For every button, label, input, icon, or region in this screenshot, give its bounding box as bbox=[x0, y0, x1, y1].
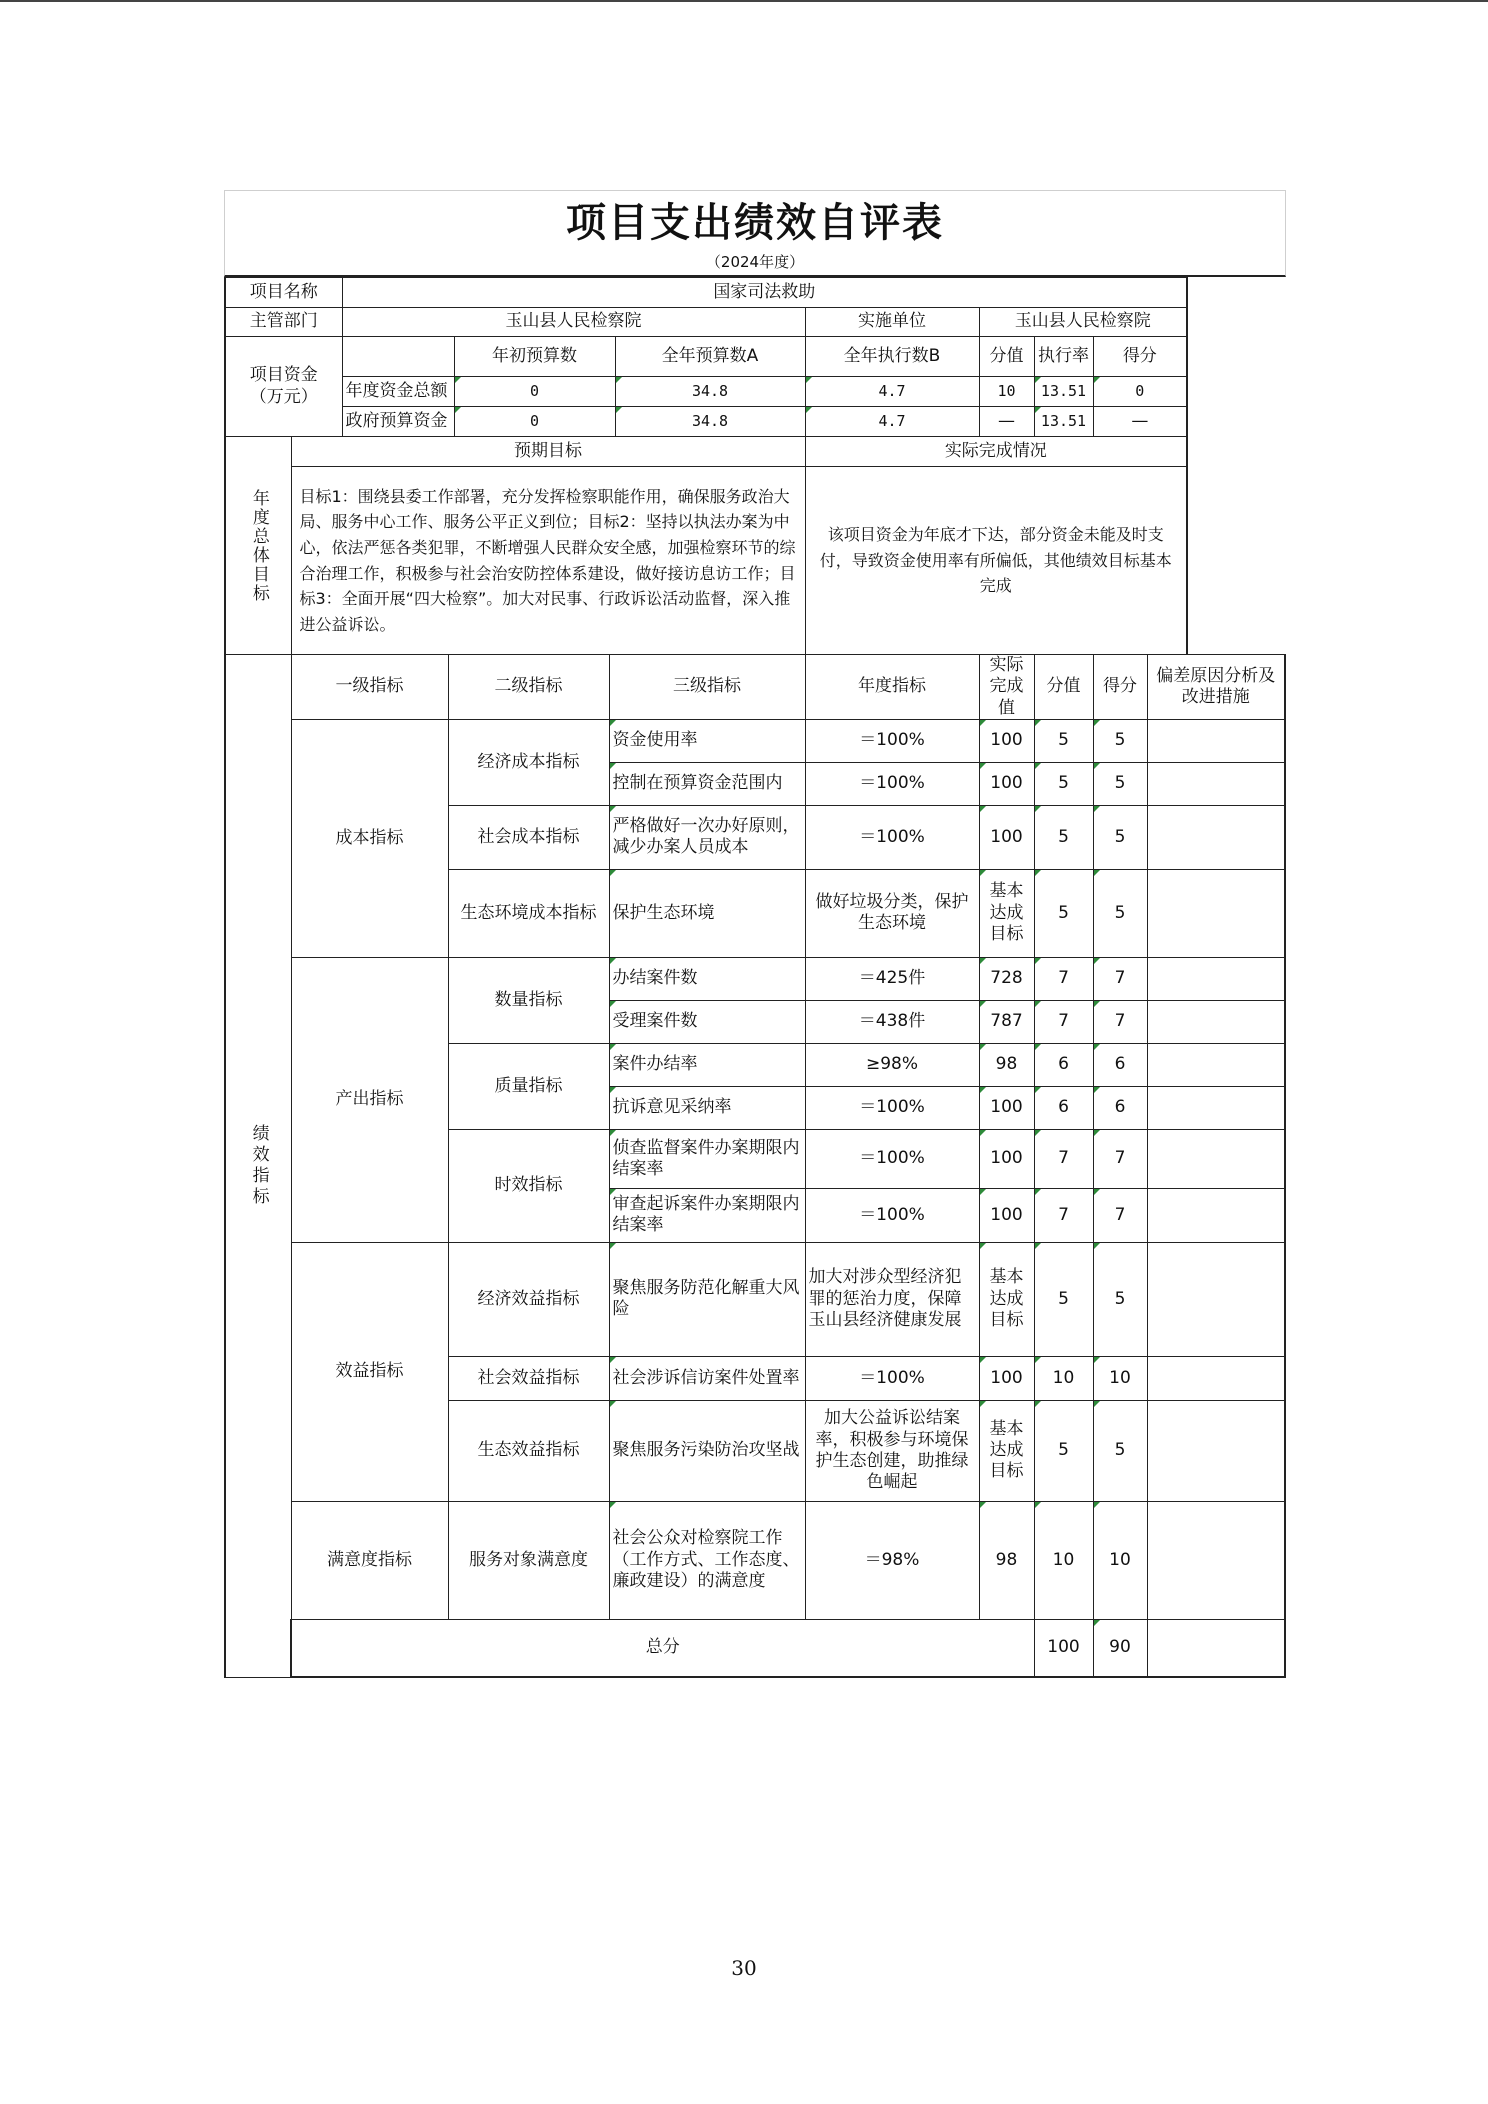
ind-score: 7 bbox=[1093, 1129, 1147, 1188]
funds-header-annual: 全年预算数A bbox=[615, 337, 805, 377]
ind-level3: 聚焦服务防范化解重大风险 bbox=[609, 1242, 805, 1356]
ind-actual: 100 bbox=[979, 1129, 1034, 1188]
ind-target: ≥98% bbox=[805, 1043, 979, 1086]
goals-expected-header: 预期目标 bbox=[291, 437, 805, 467]
ind-header-level3: 三级指标 bbox=[609, 655, 805, 720]
ind-actual: 98 bbox=[979, 1501, 1034, 1619]
ind-score: 6 bbox=[1093, 1043, 1147, 1086]
ind-note bbox=[1147, 1188, 1285, 1242]
funds-header-blank bbox=[342, 337, 454, 377]
ind-actual: 100 bbox=[979, 1188, 1034, 1242]
goals-actual-header: 实际完成情况 bbox=[805, 437, 1187, 467]
total-row bbox=[225, 1619, 1285, 1677]
evaluation-table bbox=[224, 277, 1286, 1678]
goals-section-label-text: 年度总体目标 bbox=[248, 488, 269, 603]
ind-note bbox=[1147, 869, 1285, 957]
ind-note bbox=[1147, 762, 1285, 805]
sub-service: 服务对象满意度 bbox=[448, 1501, 609, 1619]
ind-score: 5 bbox=[1093, 719, 1147, 762]
ind-value: 7 bbox=[1034, 1188, 1093, 1242]
ind-value: 5 bbox=[1034, 805, 1093, 869]
funds-header-score: 得分 bbox=[1093, 337, 1187, 377]
ind-actual: 100 bbox=[979, 1086, 1034, 1129]
ind-target: ＝100% bbox=[805, 1129, 979, 1188]
funds-total-row bbox=[225, 377, 1285, 407]
funds-gov-exec-rate: 13.51 bbox=[1034, 407, 1093, 437]
indicators-section-label bbox=[225, 655, 291, 1678]
ind-actual: 基本达成目标 bbox=[979, 1242, 1034, 1356]
ind-actual: 100 bbox=[979, 1356, 1034, 1400]
sub-eco-cost: 生态环境成本指标 bbox=[448, 869, 609, 957]
ind-value: 7 bbox=[1034, 957, 1093, 1000]
funds-label-line1: 项目资金 bbox=[249, 365, 318, 386]
ind-level3: 严格做好一次办好原则，减少办案人员成本 bbox=[609, 805, 805, 869]
ind-score: 5 bbox=[1093, 805, 1147, 869]
ind-target: ＝100% bbox=[805, 1086, 979, 1129]
funds-label bbox=[225, 337, 342, 437]
form-title: 项目支出绩效自评表 bbox=[224, 190, 1286, 247]
table-row bbox=[225, 1501, 1285, 1619]
ind-score: 6 bbox=[1093, 1086, 1147, 1129]
ind-target: ＝438件 bbox=[805, 1000, 979, 1043]
sub-quantity: 数量指标 bbox=[448, 957, 609, 1043]
ind-note bbox=[1147, 1400, 1285, 1501]
ind-value: 6 bbox=[1034, 1043, 1093, 1086]
ind-actual: 100 bbox=[979, 762, 1034, 805]
ind-header-score-value: 分值 bbox=[1034, 655, 1093, 720]
ind-note bbox=[1147, 1242, 1285, 1356]
ind-note bbox=[1147, 1129, 1285, 1188]
ind-target: 加大公益诉讼结案率，积极参与环境保护生态创建，助推绿色崛起 bbox=[805, 1400, 979, 1501]
project-name-value: 国家司法救助 bbox=[342, 278, 1187, 308]
ind-header-deviation: 偏差原因分析及改进措施 bbox=[1147, 655, 1285, 720]
funds-header-exec-rate: 执行率 bbox=[1034, 337, 1093, 377]
funds-header-row bbox=[225, 337, 1285, 377]
ind-target: ＝100% bbox=[805, 1356, 979, 1400]
ind-target: ＝100% bbox=[805, 719, 979, 762]
ind-level3: 审查起诉案件办案期限内结案率 bbox=[609, 1188, 805, 1242]
funds-gov-initial: 0 bbox=[454, 407, 615, 437]
funds-total-annual: 34.8 bbox=[615, 377, 805, 407]
ind-note bbox=[1147, 1356, 1285, 1400]
ind-value: 5 bbox=[1034, 719, 1093, 762]
sub-quality: 质量指标 bbox=[448, 1043, 609, 1129]
goals-actual-text: 该项目资金为年底才下达，部分资金未能及时支付，导致资金使用率有所偏低，其他绩效目标基本完成 bbox=[805, 467, 1187, 655]
ind-value: 5 bbox=[1034, 1242, 1093, 1356]
ind-header-target: 年度指标 bbox=[805, 655, 979, 720]
total-value: 100 bbox=[1034, 1619, 1093, 1677]
funds-gov-score-value: — bbox=[979, 407, 1034, 437]
ind-level3: 侦查监督案件办案期限内结案率 bbox=[609, 1129, 805, 1188]
sub-eco-benefit: 生态效益指标 bbox=[448, 1400, 609, 1501]
ind-score: 5 bbox=[1093, 1242, 1147, 1356]
funds-total-score-value: 10 bbox=[979, 377, 1034, 407]
ind-level3: 控制在预算资金范围内 bbox=[609, 762, 805, 805]
funds-gov-executed: 4.7 bbox=[805, 407, 979, 437]
ind-level3: 办结案件数 bbox=[609, 957, 805, 1000]
ind-value: 10 bbox=[1034, 1501, 1093, 1619]
project-name-label: 项目名称 bbox=[225, 278, 342, 308]
ind-actual: 100 bbox=[979, 805, 1034, 869]
ind-note bbox=[1147, 719, 1285, 762]
funds-total-initial: 0 bbox=[454, 377, 615, 407]
ind-actual: 98 bbox=[979, 1043, 1034, 1086]
ind-level3: 社会公众对检察院工作（工作方式、工作态度、廉政建设）的满意度 bbox=[609, 1501, 805, 1619]
ind-target: 做好垃圾分类，保护生态环境 bbox=[805, 869, 979, 957]
ind-level3: 受理案件数 bbox=[609, 1000, 805, 1043]
dept-label: 主管部门 bbox=[225, 308, 342, 337]
funds-gov-score: — bbox=[1093, 407, 1187, 437]
ind-value: 7 bbox=[1034, 1129, 1093, 1188]
funds-header-executed: 全年执行数B bbox=[805, 337, 979, 377]
ind-score: 7 bbox=[1093, 1188, 1147, 1242]
ind-actual: 728 bbox=[979, 957, 1034, 1000]
ind-note bbox=[1147, 1043, 1285, 1086]
ind-level3: 抗诉意见采纳率 bbox=[609, 1086, 805, 1129]
ind-value: 5 bbox=[1034, 869, 1093, 957]
ind-target: ＝100% bbox=[805, 1188, 979, 1242]
ind-score: 10 bbox=[1093, 1356, 1147, 1400]
ind-value: 5 bbox=[1034, 762, 1093, 805]
ind-target: 加大对涉众型经济犯罪的惩治力度，保障玉山县经济健康发展 bbox=[805, 1242, 979, 1356]
ind-level3: 资金使用率 bbox=[609, 719, 805, 762]
table-row bbox=[225, 719, 1285, 762]
ind-note bbox=[1147, 805, 1285, 869]
funds-header-initial: 年初预算数 bbox=[454, 337, 615, 377]
ind-header-level2: 二级指标 bbox=[448, 655, 609, 720]
ind-score: 5 bbox=[1093, 762, 1147, 805]
ind-score: 7 bbox=[1093, 1000, 1147, 1043]
funds-gov-label: 政府预算资金 bbox=[342, 407, 454, 437]
ind-actual: 787 bbox=[979, 1000, 1034, 1043]
ind-target: ＝425件 bbox=[805, 957, 979, 1000]
ind-note bbox=[1147, 1501, 1285, 1619]
ind-level3: 案件办结率 bbox=[609, 1043, 805, 1086]
group-cost: 成本指标 bbox=[291, 719, 448, 957]
ind-note bbox=[1147, 957, 1285, 1000]
ind-score: 10 bbox=[1093, 1501, 1147, 1619]
group-output: 产出指标 bbox=[291, 957, 448, 1242]
funds-total-label: 年度资金总额 bbox=[342, 377, 454, 407]
ind-value: 10 bbox=[1034, 1356, 1093, 1400]
ind-value: 6 bbox=[1034, 1086, 1093, 1129]
group-satisfaction: 满意度指标 bbox=[291, 1501, 448, 1619]
funds-total-score: 0 bbox=[1093, 377, 1187, 407]
total-label: 总分 bbox=[291, 1619, 1034, 1677]
ind-level3: 社会涉诉信访案件处置率 bbox=[609, 1356, 805, 1400]
goals-section-label bbox=[225, 437, 291, 655]
ind-level3: 保护生态环境 bbox=[609, 869, 805, 957]
goals-content-row bbox=[225, 467, 1285, 655]
ind-score: 5 bbox=[1093, 869, 1147, 957]
ind-actual: 100 bbox=[979, 719, 1034, 762]
ind-actual: 基本达成目标 bbox=[979, 1400, 1034, 1501]
department-row bbox=[225, 308, 1285, 337]
ind-target: ＝100% bbox=[805, 805, 979, 869]
funds-total-exec-rate: 13.51 bbox=[1034, 377, 1093, 407]
ind-value: 7 bbox=[1034, 1000, 1093, 1043]
total-score: 90 bbox=[1093, 1619, 1147, 1677]
impl-unit-value: 玉山县人民检察院 bbox=[979, 308, 1187, 337]
ind-header-actual: 实际完成值 bbox=[979, 655, 1034, 720]
ind-target: ＝98% bbox=[805, 1501, 979, 1619]
funds-gov-annual: 34.8 bbox=[615, 407, 805, 437]
ind-value: 5 bbox=[1034, 1400, 1093, 1501]
sub-social-benefit: 社会效益指标 bbox=[448, 1356, 609, 1400]
project-name-row bbox=[225, 278, 1285, 308]
evaluation-form bbox=[224, 190, 1286, 1678]
sub-social-cost: 社会成本指标 bbox=[448, 805, 609, 869]
ind-header-level1: 一级指标 bbox=[291, 655, 448, 720]
ind-level3: 聚焦服务污染防治攻坚战 bbox=[609, 1400, 805, 1501]
total-note bbox=[1147, 1619, 1285, 1677]
funds-gov-row bbox=[225, 407, 1285, 437]
ind-score: 5 bbox=[1093, 1400, 1147, 1501]
impl-unit-label: 实施单位 bbox=[805, 308, 979, 337]
goals-header-row bbox=[225, 437, 1285, 467]
ind-note bbox=[1147, 1086, 1285, 1129]
funds-label-line2: （万元） bbox=[249, 386, 318, 407]
sub-econ-cost: 经济成本指标 bbox=[448, 719, 609, 805]
funds-header-score-value: 分值 bbox=[979, 337, 1034, 377]
ind-actual: 基本达成目标 bbox=[979, 869, 1034, 957]
indicators-section-label-text: 绩效指标 bbox=[248, 1123, 269, 1208]
group-benefit: 效益指标 bbox=[291, 1242, 448, 1501]
funds-total-executed: 4.7 bbox=[805, 377, 979, 407]
table-row bbox=[225, 957, 1285, 1000]
top-frame-line bbox=[0, 0, 1488, 2]
page-number: 30 bbox=[731, 1956, 757, 1980]
goals-expected-text: 目标1：围绕县委工作部署，充分发挥检察职能作用，确保服务政治大局、服务中心工作、服务公平正义到位；目标2：坚持以执法办案为中心，依法严惩各类犯罪，不断增强人民群众安全感，加强检察环节的综合治理工作，积极参与社会治安防控体系建设，做好接访息访工作；目标3：全面开展“四大检察”。加大对民事、行政诉讼活动监督，深入推进公益诉讼。 bbox=[291, 467, 805, 655]
sub-timeliness: 时效指标 bbox=[448, 1129, 609, 1242]
ind-note bbox=[1147, 1000, 1285, 1043]
dept-value: 玉山县人民检察院 bbox=[342, 308, 805, 337]
sub-econ-benefit: 经济效益指标 bbox=[448, 1242, 609, 1356]
indicators-header-row bbox=[225, 655, 1285, 720]
form-year: （2024年度） bbox=[224, 247, 1286, 277]
table-row bbox=[225, 1242, 1285, 1356]
ind-score: 7 bbox=[1093, 957, 1147, 1000]
ind-header-score: 得分 bbox=[1093, 655, 1147, 720]
ind-target: ＝100% bbox=[805, 762, 979, 805]
